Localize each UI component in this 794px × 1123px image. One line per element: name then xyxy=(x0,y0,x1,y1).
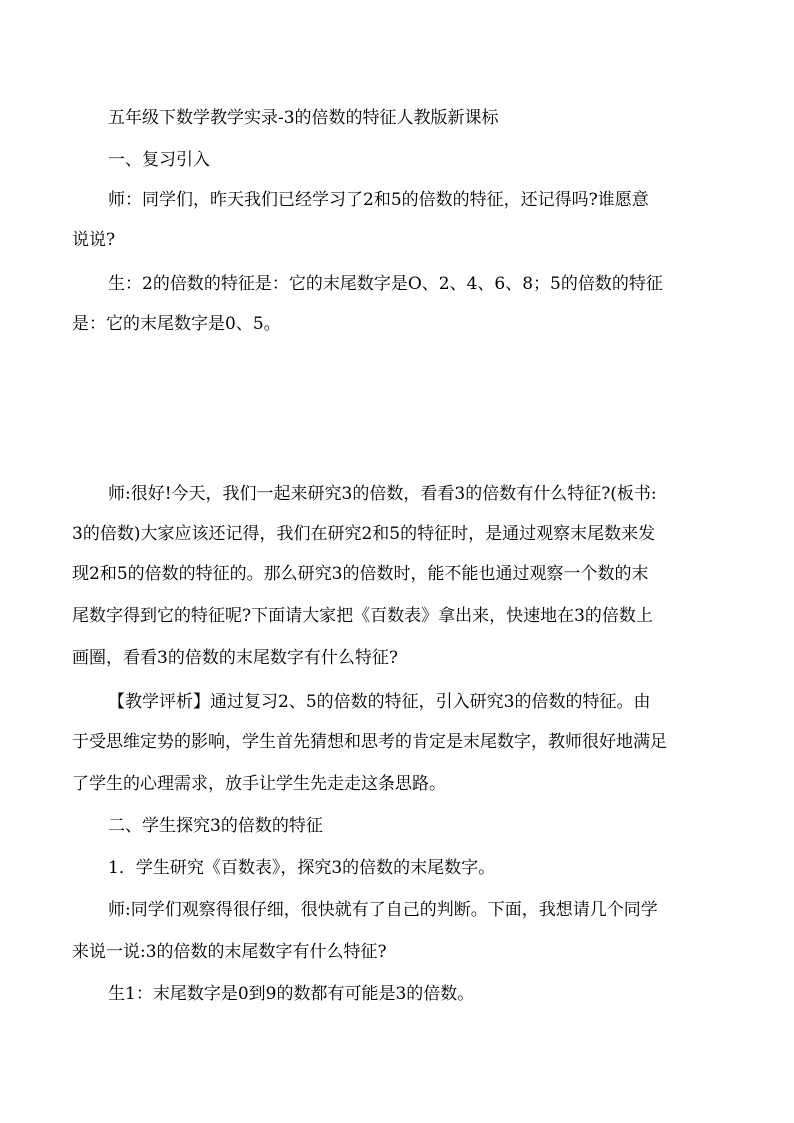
paragraph-teacher-3-line-1: 师:同学们观察得很仔细，很快就有了自己的判断。下面，我想请几个同学 xyxy=(108,900,658,920)
paragraph-teacher-2-line-2: 3的倍数)大家应该还记得，我们在研究2和5的特征时，是通过观察末尾数来发 xyxy=(72,524,656,544)
document-title: 五年级下数学教学实录-3的倍数的特征人教版新课标 xyxy=(108,108,499,128)
paragraph-teacher-1-line-2: 说说? xyxy=(72,230,116,250)
teaching-comment-line-1: 【教学评析】通过复习2、5的倍数的特征，引入研究3的倍数的特征。由 xyxy=(108,692,651,712)
paragraph-teacher-2-line-4: 尾数字得到它的特征呢?下面请大家把《百数表》拿出来，快速地在3的倍数上 xyxy=(72,606,653,626)
subsection-1: 1．学生研究《百数表》，探究3的倍数的末尾数字。 xyxy=(108,858,496,878)
section-heading-explore: 二、学生探究3的倍数的特征 xyxy=(108,816,323,836)
paragraph-student-1-line-1: 生：2的倍数的特征是：它的末尾数字是O、2、4、6、8；5的倍数的特征 xyxy=(108,274,663,294)
teaching-comment-line-2: 于受思维定势的影响，学生首先猜想和思考的肯定是末尾数字，教师很好地满足 xyxy=(72,732,667,752)
paragraph-teacher-2-line-5: 画圈，看看3的倍数的末尾数字有什么特征? xyxy=(72,648,398,668)
paragraph-teacher-2-line-3: 现2和5的倍数的特征的。那么研究3的倍数时，能不能也通过观察一个数的末 xyxy=(72,564,649,584)
paragraph-teacher-3-line-2: 来说一说:3的倍数的末尾数字有什么特征? xyxy=(72,942,387,962)
paragraph-student-1-line-2: 是：它的末尾数字是0、5。 xyxy=(72,314,281,334)
section-heading-review: 一、复习引入 xyxy=(108,150,210,170)
paragraph-teacher-1-line-1: 师：同学们，昨天我们已经学习了2和5的倍数的特征，还记得吗?谁愿意 xyxy=(108,190,649,210)
paragraph-student-2: 生1：末尾数字是0到9的数都有可能是3的倍数。 xyxy=(108,984,475,1004)
paragraph-teacher-2-line-1: 师:很好!今天，我们一起来研究3的倍数，看看3的倍数有什么特征?(板书: xyxy=(108,484,657,504)
teaching-comment-line-3: 了学生的心理需求，放手让学生先走走这条思路。 xyxy=(72,774,446,794)
